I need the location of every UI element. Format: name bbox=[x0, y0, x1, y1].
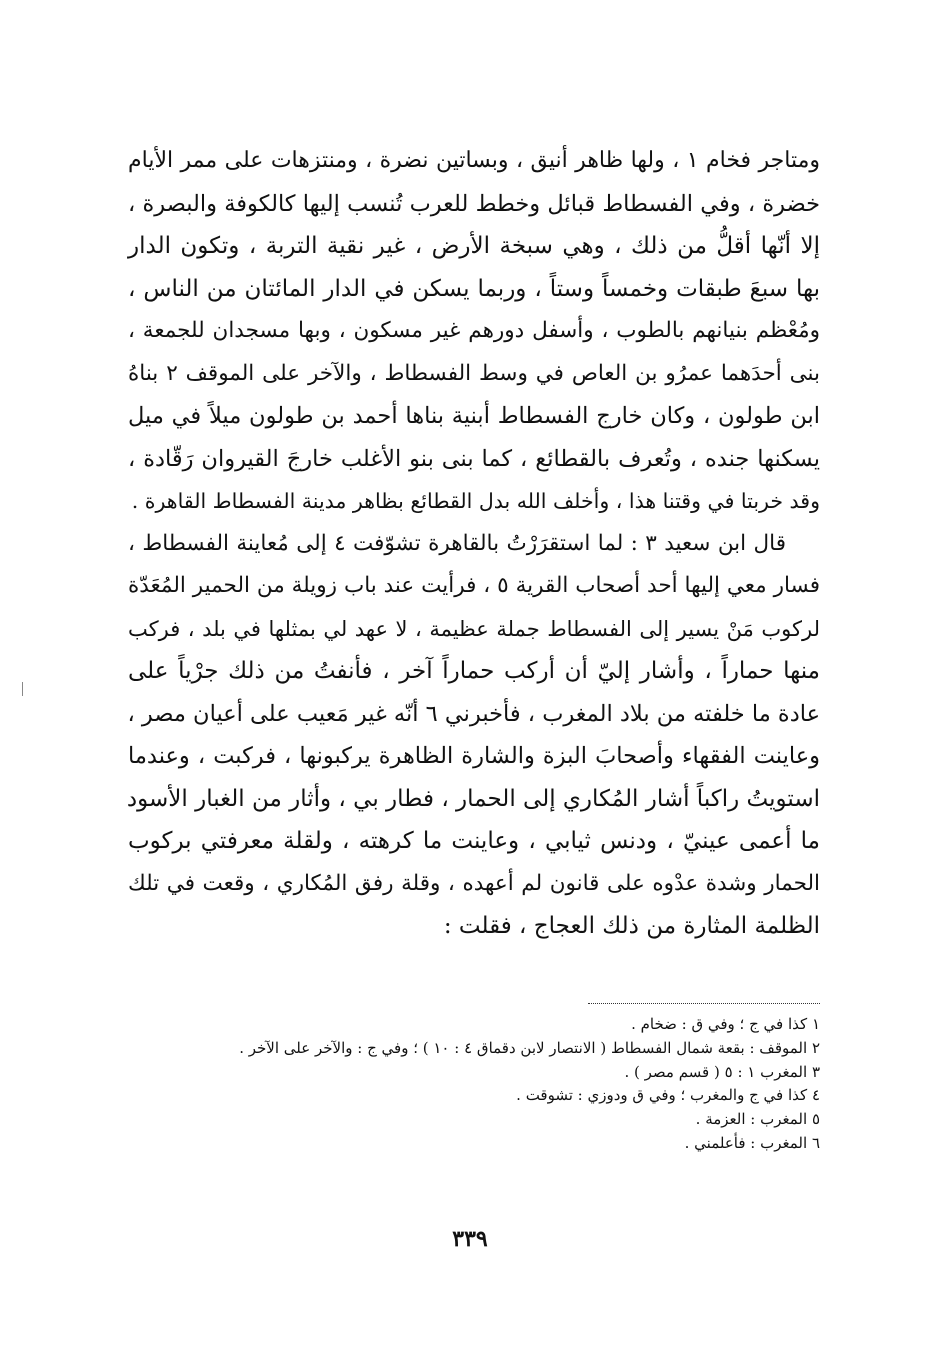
text-line: استويتُ راكباً أشار المُكاري إلى الحمار ، فطار بي ، وأثار من الغبار الأسود bbox=[126, 785, 820, 812]
text-line: الحمار وشدة عدْوه على قانون لم أعهده ، وقلة رفق المُكاري ، وقعت في تلك bbox=[128, 870, 820, 896]
main-text bbox=[128, 140, 820, 948]
text-line: بها سبعَ طبقات وخمساً وستاً ، وربما يسكن في الدار المائتان من الناس ، bbox=[128, 275, 820, 302]
text-line: ابن طولون ، وكان خارج الفسطاط أبنية بناها أحمد بن طولون ميلاً في ميل bbox=[128, 403, 820, 429]
text-line: خضرة ، وفي الفسطاط قبائل وخطط للعرب تُنسب إليها كالكوفة والبصرة ، bbox=[128, 190, 820, 217]
scan-mark bbox=[22, 682, 23, 696]
text-line: ومتاجر فخام ١ ، ولها ظاهر أنيق ، وبساتين نضرة ، ومنتزهات على ممر الأيام bbox=[128, 148, 820, 173]
text-line: وعاينت الفقهاء وأصحابَ البزة والشارة الظاهرة يركبونها ، فركبت ، وعندما bbox=[128, 743, 820, 769]
footnote: ٢ الموقف : بقعة شمال الفسطاط ( الانتصار لابن دقماق ٤ : ١٠ ) ؛ وفي ج : والآخر على الآخر . bbox=[239, 1038, 820, 1057]
footnote: ٤ كذا في ج والمغرب ؛ وفي ق ودوزي : تشوقت . bbox=[516, 1086, 820, 1105]
text-line: عادة ما خلفته من بلاد المغرب ، فأخبرني ٦ أنّه غير مَعيب على أعيان مصر ، bbox=[127, 700, 820, 727]
text-line: وقد خربتا في وقتنا هذا ، وأخلف الله بدل القطائع بظاهر مدينة الفسطاط القاهرة . bbox=[131, 489, 820, 513]
text-line: فسار معي إليها أحد أصحاب القرية ٥ ، فرأيت عند باب زويلة من الحمير المُعَدّة bbox=[128, 573, 820, 598]
paragraph-start-line: قال ابن سعيد ٣ : لما استقرَرْتُ بالقاهرة تشوّفت ٤ إلى مُعاينة الفسطاط ، bbox=[128, 530, 786, 556]
footnotes bbox=[120, 1013, 820, 1156]
footnote: ٦ المغرب : فأعلمني . bbox=[684, 1133, 820, 1152]
footnote: ١ كذا في ج ؛ وفي ق : ضخام . bbox=[631, 1015, 820, 1033]
text-line: ما أعمى عينيّ ، ودنس ثيابي ، وعاينت ما كرهته ، ولقلة معرفتي بركوب bbox=[128, 828, 820, 854]
text-line: الظلمة المثارة من ذلك العجاج ، فقلت : bbox=[443, 913, 820, 939]
footnote-separator bbox=[588, 1003, 820, 1004]
text-line: يسكنها جنده ، وتُعرف بالقطائع ، كما بنى بنو الأغلب خارجَ القيروان رَقّادة ، bbox=[128, 445, 820, 472]
text-line: بنى أحدَهما عمرُو بن العاص في وسط الفسطاط ، والآخر على الموقف ٢ بناهُ bbox=[128, 360, 821, 386]
footnote: ٥ المغرب : العزمة . bbox=[695, 1110, 820, 1129]
text-line: إلا أنّها أقلُّ من ذلك ، وهي سبخة الأرض ، غير نقية التربة ، وتكون الدار bbox=[128, 233, 820, 259]
footnote: ٣ المغرب ١ : ٥ ( قسم مصر ) . bbox=[624, 1062, 820, 1081]
text-line: ومُعْظم بنيانهم بالطوب ، وأسفل دورهم غير مسكون ، وبها مسجدان للجمعة ، bbox=[128, 318, 820, 343]
text-line: منها حماراً ، وأشار إليّ أن أركب حماراً آخر ، فأنفتُ من ذلك جرْياً على bbox=[128, 658, 820, 684]
page-number: ٣٣٩ bbox=[452, 1226, 488, 1252]
text-line: لركوب مَنْ يسير إلى الفسطاط جملة عظيمة ، لا عهد لي بمثلها في بلد ، فركب bbox=[128, 616, 820, 641]
